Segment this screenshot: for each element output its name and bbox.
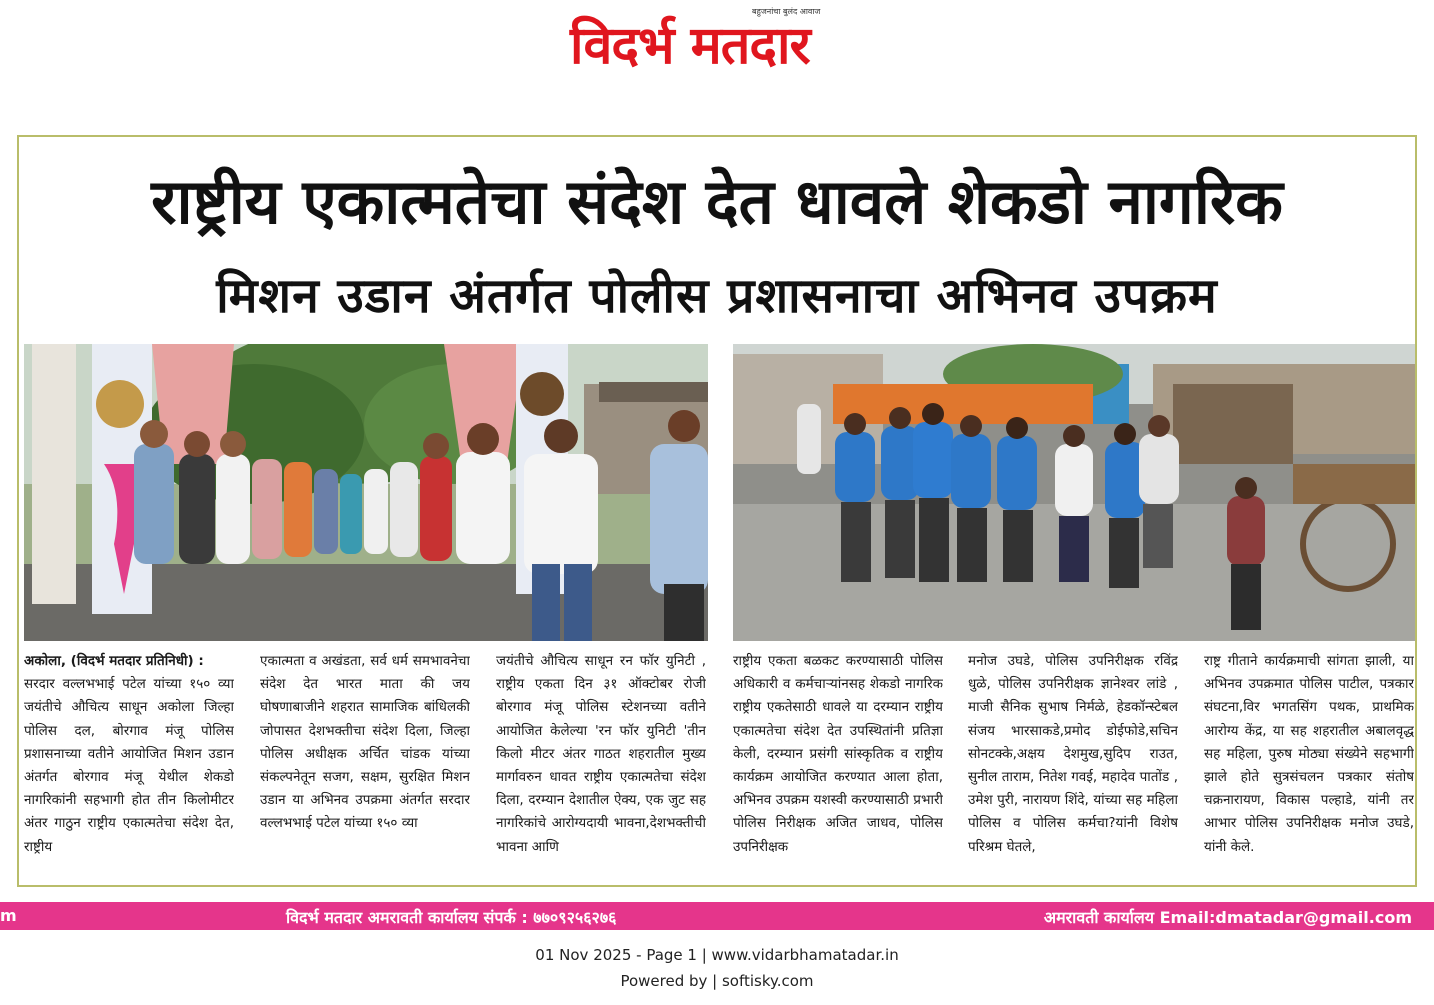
column-1-text: सरदार वल्लभभाई पटेल यांच्या १५० व्या जयंतीचे औचित्य साधून अकोला जिल्हा पोलिस दल, बोरगाव मंजू पोलिस प्रशासनाच्या वतीने आयोजित मिशन उडान अंतर्गत बोरगाव मंजू येथील शेकडो नागरिकांनी सहभागी होत तीन किलोमीटर अंतर गाठुन राष्ट्रीय एकात्मतेचा संदेश देत, राष्ट्रीय [24,676,234,855]
footer-contact-text: विदर्भ मतदार अमरावती कार्यालय संपर्क : ७७०९२५६२७६ [286,908,617,927]
masthead [0,0,1434,80]
article-column-1 [24,650,234,882]
article-column-2 [260,650,470,882]
article-subheadline: मिशन उडान अंतर्गत पोलीस प्रशासनाचा अभिनव उपक्रम [216,268,1218,324]
article-column-5 [968,650,1178,882]
column-5-text: मनोज उघडे, पोलिस उपनिरीक्षक रविंद्र धुळे, पोलिस उपनिरीक्षक ज्ञानेश्वर लांडे , माजी सैनिक सुभाष निर्मळे, हेडकॉन्स्टेबल संजय भारसाकडे,प्रमोद डोईफोडे,सचिन सोनटक्के,अक्षय देशमुख,सुदिप राउत, सुनील ताराम, नितेश गवई, महादेव पातोंड , उमेश पुरी, नारायण शिंदे, यांच्या सह महिला पोलिस व पोलिस कर्मचा?यांनी विशेष परिश्रम घेतले, [968,653,1178,855]
logo-text: विदर्भ मतदार [570,16,810,76]
article-byline: अकोला, (विदर्भ मतदार प्रतिनिधी) : [24,653,204,669]
article-column-3 [496,650,706,882]
column-6-text: राष्ट्र गीताने कार्यक्रमाची सांगता झाली, या अभिनव उपक्रमात पोलिस पाटील, पत्रकार संघटना,विर भगतसिंग पथक, प्राथमिक आरोग्य केंद्र, या सह शहरातील अबालवृद्ध सह महिला, पुरुष मोठ्या संख्येने सहभागी झाले होते सुत्रसंचलन पत्रकार संतोष चक्रनारायण, विकास पल्हाडे, यांनी तर आभार पोलिस उपनिरीक्षक मनोज उघडे, यांनी केले. [1204,653,1414,855]
photo-runners [733,344,1415,641]
column-3-text: जयंतीचे औचित्य साधून रन फॉर युनिटी , राष्ट्रीय एकता दिन ३१ ऑक्टोबर रोजी बोरगाव मंजू पोलिस स्टेशनच्या वतीने आयोजित केलेल्या 'रन फॉर युनिटी 'तीन किलो मीटर अंतर गाठत शहरातील मुख्य मार्गावरुन धावत राष्ट्रीय एकात्मतेचा संदेश दिला, दरम्यान देशातील ऐक्य, एक जुट सह नागरिकांचे आरोग्यदायी भावना,देशभक्तीची भावना आणि [496,653,706,855]
article-headline: राष्ट्रीय एकात्मतेचा संदेश देत धावले शेकडो नागरिक [151,165,1283,238]
footer-mark: m [0,906,17,925]
photo-dignitaries [24,344,708,641]
powered-by-line[interactable]: Powered by | softisky.com [620,972,814,990]
article-column-4 [733,650,943,882]
column-2-text: एकात्मता व अखंडता, सर्व धर्म समभावनेचा संदेश देत भारत माता की जय घोषणाबाजीने शहरात सामाजिक बांधिलकी जोपासत देशभक्तीचा संदेश दिला, जिल्हा पोलिस अधीक्षक अर्चित चांडक यांच्या संकल्पनेतून सजग, सक्षम, सुरक्षित मिशन उडान या अभिनव उपक्रमा अंतर्गत सरदार वल्लभभाई पटेल यांच्या १५० व्या [260,653,470,832]
page-meta-line[interactable]: 01 Nov 2025 - Page 1 | www.vidarbhamatadar.in [535,946,899,964]
column-4-text: राष्ट्रीय एकता बळकट करण्यासाठी पोलिस अधिकारी व कर्मचाऱ्यांनसह शेकडो नागरिक राष्ट्रीय एकतेसाठी धावले या दरम्यान राष्ट्रीय एकात्मतेचा संदेश देत उपस्थितांनी प्रतिज्ञा केली, दरम्यान प्रसंगी सांस्कृतिक व राष्ट्रीय कार्यक्रम आयोजित करण्यात आला होता, अभिनव उपक्रम यशस्वी करण्यासाठी प्रभारी पोलिस निरीक्षक अजित जाधव, पोलिस उपनिरीक्षक [733,653,943,855]
logo-tagline: बहुजनांचा बुलंद आवाज [752,7,821,16]
article-column-6 [1204,650,1414,882]
footer-email-text[interactable]: अमरावती कार्यालय Email:dmatadar@gmail.com [1043,908,1412,927]
newspaper-logo[interactable] [570,2,870,78]
footer-contact-band [0,902,1434,930]
